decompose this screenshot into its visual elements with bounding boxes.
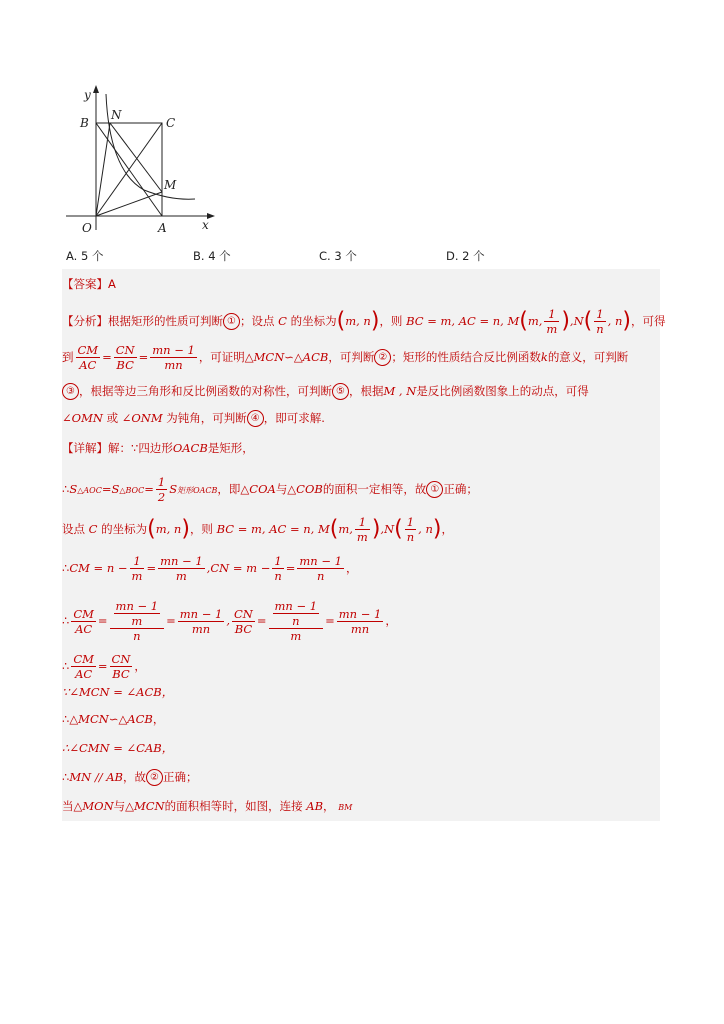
text: ；设点 — [240, 314, 275, 328]
math: CN = m − — [210, 561, 271, 575]
label-y: y — [84, 88, 91, 102]
paren: ) — [561, 308, 570, 334]
math: , — [380, 522, 385, 536]
math: , — [206, 561, 211, 575]
fraction: $\frac{mn - 1}{m}$ — [160, 554, 203, 583]
fraction: $\frac{1}{m}$ — [546, 307, 558, 336]
math: COB — [296, 482, 323, 496]
math: S — [111, 482, 120, 496]
paren: ) — [622, 308, 631, 334]
analysis-line-3 — [62, 383, 660, 400]
detail-line-7: ∵∠MCN = ∠ACB， — [62, 685, 174, 699]
math: , — [226, 613, 230, 628]
coordinate-figure — [60, 82, 220, 234]
paren: ( — [329, 516, 339, 542]
math: N — [573, 314, 584, 328]
fraction: $\frac{1}{n}$ — [406, 515, 415, 544]
text: ∽△ — [108, 712, 128, 726]
math: = — [102, 350, 112, 364]
subscript: △BOC — [119, 486, 145, 495]
text: 到 — [62, 350, 74, 364]
math: OACB — [172, 441, 208, 455]
math-c: C — [278, 314, 287, 328]
detail-line-4 — [62, 554, 660, 583]
fraction: $\frac{CN}{BC}$ — [234, 606, 253, 636]
paren: ) — [371, 516, 381, 542]
fraction: $\frac{1}{m}$ — [356, 515, 368, 544]
text: ∴ — [62, 659, 70, 673]
compound-fraction: $\frac{\frac{mn - 1}{n}}{m}$ — [269, 599, 324, 643]
math-k: k — [540, 350, 548, 364]
detail-line-9: ∴∠CMN = ∠CAB， — [62, 741, 174, 755]
math-c: C — [88, 522, 98, 536]
text: ∴ — [62, 770, 70, 784]
paren: ( — [519, 308, 528, 334]
fraction: $\frac{1}{n}$ — [596, 307, 604, 336]
circled-2: ② — [146, 769, 163, 786]
math-mn: m, n — [155, 522, 182, 536]
text: 设点 — [62, 522, 85, 536]
math: = — [285, 561, 296, 575]
circled-1: ① — [223, 313, 240, 330]
text: ∴ — [62, 561, 70, 575]
solution-panel — [62, 269, 666, 821]
math-mn: m, n — [345, 314, 371, 328]
label-C: C — [166, 116, 176, 130]
segment-ON — [96, 123, 110, 216]
text: ∽△ — [284, 350, 303, 364]
math: S — [169, 482, 178, 496]
math: MON — [82, 799, 114, 813]
fraction: $\frac{mn - 1}{mn}$ — [338, 606, 382, 636]
text: 或 — [106, 411, 119, 425]
text: ；矩形的性质结合反比例函数 — [391, 350, 541, 364]
circled-5: ⑤ — [332, 383, 349, 400]
text: ， — [441, 522, 453, 536]
subscript: △AOC — [77, 486, 102, 495]
fraction: $\frac{1}{n}$ — [274, 554, 282, 583]
paren: ( — [583, 308, 593, 334]
paren: ( — [147, 516, 156, 542]
text: ，根据等边三角形和反比例函数的对称性，可判断 — [79, 384, 332, 398]
text: 的面积一定相等，故 — [322, 482, 427, 496]
text: ，可证明△ — [198, 350, 254, 364]
text: 与△ — [275, 482, 297, 496]
answer-value: A — [108, 277, 116, 291]
math: ACB — [127, 712, 153, 726]
option-a: A. 5 个 — [66, 249, 104, 263]
text: ，根据 — [349, 384, 384, 398]
math: = — [101, 482, 112, 496]
text: ，即可求解. — [263, 411, 325, 425]
analysis-tag: 【分析】 — [62, 314, 108, 328]
text: 正确； — [162, 770, 198, 784]
detail-tag: 【详解】 — [62, 441, 108, 455]
text: 是矩形， — [207, 441, 254, 455]
text: ， — [345, 561, 358, 575]
text: ∴ — [62, 482, 70, 496]
math: , n — [418, 522, 433, 536]
math: = — [166, 613, 176, 628]
detail-line-2 — [62, 475, 660, 504]
math: = — [97, 613, 108, 628]
text: ， — [385, 613, 397, 628]
fraction: $\frac{CN}{BC}$ — [115, 343, 135, 372]
text: 当△ — [62, 799, 83, 813]
fraction-half: $\frac{1}{2}$ — [157, 475, 166, 504]
text: 根据矩形的性质可判断 — [108, 314, 223, 328]
math: m, — [338, 522, 353, 536]
circled-2: ② — [374, 349, 391, 366]
circled-4: ④ — [247, 410, 264, 427]
paren: ) — [370, 308, 380, 334]
math: MN // AB — [69, 770, 123, 784]
fraction: $\frac{mn - 1}{n}$ — [299, 554, 342, 583]
analysis-line-4 — [62, 410, 660, 427]
fraction: $\frac{mn - 1}{mn}$ — [152, 343, 195, 372]
label-O: O — [82, 221, 92, 234]
math: ∠OMN — [62, 411, 103, 425]
y-axis-arrow — [93, 85, 99, 93]
math: AB — [306, 799, 324, 813]
text: ， — [152, 712, 165, 726]
analysis-line-2 — [62, 343, 660, 372]
math: , n — [607, 314, 623, 328]
text: 的意义，可判断 — [547, 350, 629, 364]
label-B: B — [80, 116, 89, 130]
text: 与△ — [113, 799, 134, 813]
text: ，则 — [189, 522, 213, 536]
math: ∠ONM — [121, 411, 163, 425]
label-M: M — [164, 178, 177, 192]
text: ，可得 — [630, 314, 666, 328]
fraction: $\frac{mn - 1}{mn}$ — [179, 606, 223, 636]
fraction: $\frac{CN}{BC}$ — [111, 652, 131, 681]
math: m, — [527, 314, 543, 328]
math: △COA — [240, 482, 276, 496]
text: ，可判断 — [328, 350, 375, 364]
math: MCN — [133, 799, 165, 813]
circled-1: ① — [426, 481, 443, 498]
detail-line-3 — [62, 515, 660, 544]
fraction: $\frac{CM}{AC}$ — [73, 652, 94, 681]
math: = — [325, 613, 335, 628]
paren: ( — [336, 308, 346, 334]
text: ， — [134, 659, 146, 673]
math: CM = n − — [69, 561, 128, 575]
detail-line-1 — [62, 441, 660, 455]
detail-line-8 — [62, 712, 660, 726]
detail-line-10 — [62, 769, 660, 786]
math: S — [69, 482, 78, 496]
text: ， — [323, 799, 335, 813]
answer-line — [62, 277, 660, 291]
fraction: $\frac{CM}{AC}$ — [77, 343, 99, 372]
text: 的坐标为 — [101, 522, 148, 536]
text: 是反比例函数图象上的动点，可得 — [416, 384, 589, 398]
math-eq1: BC = m, AC = n, M — [216, 522, 330, 536]
text: ∴△ — [62, 712, 79, 726]
label-x: x — [202, 218, 209, 232]
math: = — [256, 613, 267, 628]
text: ∴ — [62, 613, 70, 628]
text: 的面积相等时，如图，连接 — [164, 799, 303, 813]
paren: ) — [181, 516, 190, 542]
math: ACB — [302, 350, 329, 364]
math: = — [138, 350, 149, 364]
paren: ( — [394, 516, 403, 542]
detail-line-5 — [62, 599, 660, 643]
text: 的坐标为 — [290, 314, 337, 328]
math: MCN — [253, 350, 285, 364]
option-b: B. 4 个 — [193, 249, 231, 263]
detail-line-11 — [62, 799, 660, 815]
fraction: $\frac{CM}{AC}$ — [73, 606, 94, 636]
text: 解：∵四边形 — [108, 441, 173, 455]
compound-fraction: $\frac{\frac{mn - 1}{m}}{n}$ — [110, 599, 165, 643]
text: ，即 — [217, 482, 241, 496]
math: = — [144, 482, 154, 496]
subscript: 矩形OACB — [177, 486, 218, 495]
text: 正确； — [443, 482, 478, 496]
math-eq1: BC = m, AC = n, M — [406, 314, 520, 328]
text: 为钝角，可判断 — [166, 411, 247, 425]
text: ，则 — [379, 314, 403, 328]
math: MCN — [78, 712, 109, 726]
text: ，故 — [122, 770, 146, 784]
math: = — [97, 659, 108, 673]
label-A: A — [158, 221, 167, 234]
analysis-line-1 — [62, 307, 666, 336]
option-c: C. 3 个 — [319, 249, 357, 263]
segment-OM — [96, 192, 162, 216]
option-d: D. 2 个 — [446, 249, 485, 263]
math: = — [146, 561, 157, 575]
circled-3: ③ — [62, 383, 79, 400]
paren: ) — [432, 516, 442, 542]
answer-tag: 【答案】 — [62, 277, 108, 291]
fraction: $\frac{1}{m}$ — [131, 554, 143, 583]
label-N: N — [111, 108, 122, 122]
math: , — [569, 314, 574, 328]
answer-options — [66, 248, 706, 266]
math: N — [384, 522, 395, 536]
math: M , N — [383, 384, 417, 398]
detail-line-6 — [62, 652, 660, 681]
math: BM — [338, 803, 353, 812]
